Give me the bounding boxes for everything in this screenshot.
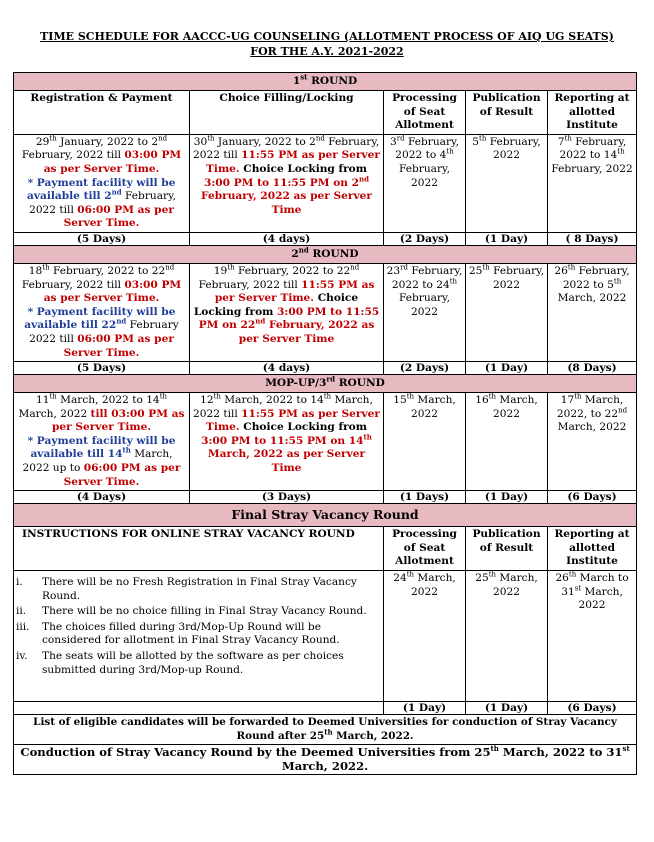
round-2-registration: 18th February, 2022 to 22nd February, 2022 till 03:00 PM as per Server Time. * Payment facility will be available till 22nd February 2022 till 06:00 PM as per Server Time. bbox=[14, 263, 190, 361]
round-2-row bbox=[14, 263, 637, 361]
duration-cell: (3 Days) bbox=[190, 491, 384, 504]
duration-cell: (2 Days) bbox=[384, 362, 466, 375]
instruction-item: iii. The choices filled during 3rd/Mop-Up Round will be considered for allotment in Final Stray Vacancy Round. bbox=[16, 620, 340, 647]
stray-col-processing-header: Processing of Seat Allotment bbox=[384, 527, 466, 571]
stray-publication: 25th March, 2022 bbox=[466, 571, 548, 702]
round-1-processing: 3rd February, 2022 to 4th February, 2022 bbox=[384, 134, 466, 232]
duration-cell: (6 Days) bbox=[548, 491, 637, 504]
round-2-publication: 25th February, 2022 bbox=[466, 263, 548, 361]
duration-cell: (1 Day) bbox=[384, 702, 466, 715]
duration-cell: (1 Day) bbox=[466, 362, 548, 375]
duration-cell: (1 Day) bbox=[466, 232, 548, 245]
round-2-processing: 23rd February, 2022 to 24th February, 2022 bbox=[384, 263, 466, 361]
footer-note-deemed-universities: Conduction of Stray Vacancy Round by the Deemed Universities from 25th March, 2022 to 31st March, 2022. bbox=[14, 745, 637, 775]
duration-cell: (5 Days) bbox=[14, 362, 190, 375]
round-2-reporting: 26th February, 2022 to 5th March, 2022 bbox=[548, 263, 637, 361]
document-title bbox=[0, 0, 654, 59]
stray-processing: 24th March, 2022 bbox=[384, 571, 466, 702]
title-line-2: FOR THE A.Y. 2021-2022 bbox=[250, 45, 404, 58]
round-2-durations bbox=[14, 362, 637, 375]
stray-reporting: 26th March to 31st March, 2022 bbox=[548, 571, 637, 702]
round-1-registration: 29th January, 2022 to 2nd February, 2022 till 03:00 PM as per Server Time. * Payment facility will be available till 2nd February, 2022 till 06:00 PM as per Server Time. bbox=[14, 134, 190, 232]
stray-round-heading: Final Stray Vacancy Round bbox=[14, 504, 637, 527]
column-header-row bbox=[14, 91, 637, 135]
duration-cell: (2 Days) bbox=[384, 232, 466, 245]
col-publication-header: Publication of Result bbox=[466, 91, 548, 135]
round-3-registration: 11th March, 2022 to 14th March, 2022 till 03:00 PM as per Server Time. * Payment facility will be available till 14th March, 2022 up to 06:00 PM as per Server Time. bbox=[14, 393, 190, 491]
round-1-choice: 30th January, 2022 to 2nd February, 2022 till 11:55 PM as per Server Time. Choice Locking from 3:00 PM to 11:55 PM on 2nd February, 2022 as per Server Time bbox=[190, 134, 384, 232]
round-2-choice: 19th February, 2022 to 22nd February, 2022 till 11:55 PM as per Server Time. Choice Locking from 3:00 PM to 11:55 PM on 22nd February, 2022 as per Server Time bbox=[190, 263, 384, 361]
instruction-item: iv. The seats will be allotted by the software as per choices submitted during 3rd/Mop-up Round. bbox=[16, 650, 344, 676]
stray-col-reporting-header: Reporting at allotted Institute bbox=[548, 527, 637, 571]
duration-cell: (4 Days) bbox=[14, 491, 190, 504]
empty-duration-cell bbox=[14, 702, 384, 715]
duration-cell: (1 Day) bbox=[466, 491, 548, 504]
footer-note-forwarding: List of eligible candidates will be forwarded to Deemed Universities for conduction of Stray Vacancy Round after 25th March, 2022. bbox=[14, 715, 637, 745]
instructions-title: INSTRUCTIONS FOR ONLINE STRAY VACANCY ROUND bbox=[14, 527, 384, 571]
col-choice-header: Choice Filling/Locking bbox=[190, 91, 384, 135]
stray-round-row bbox=[14, 571, 637, 702]
duration-cell: (5 Days) bbox=[14, 232, 190, 245]
round-3-row bbox=[14, 393, 637, 491]
round-3-publication: 16th March, 2022 bbox=[466, 393, 548, 491]
duration-cell: (4 days) bbox=[190, 362, 384, 375]
round-2-heading: 2nd ROUND bbox=[14, 245, 637, 263]
col-processing-header: Processing of Seat Allotment bbox=[384, 91, 466, 135]
round-1-row bbox=[14, 134, 637, 232]
duration-cell: ( 8 Days) bbox=[548, 232, 637, 245]
round-3-durations bbox=[14, 491, 637, 504]
duration-cell: (4 days) bbox=[190, 232, 384, 245]
round-3-processing: 15th March, 2022 bbox=[384, 393, 466, 491]
title-line-1: TIME SCHEDULE FOR AACCC-UG COUNSELING (ALLOTMENT PROCESS OF AIQ UG SEATS) bbox=[40, 30, 614, 43]
duration-cell: (1 Day) bbox=[466, 702, 548, 715]
instruction-item: i. There will be no Fresh Registration in Final Stray Vacancy Round. bbox=[16, 576, 357, 602]
duration-cell: (6 Days) bbox=[548, 702, 637, 715]
round-1-publication: 5th February, 2022 bbox=[466, 134, 548, 232]
stray-durations bbox=[14, 702, 637, 715]
schedule-table bbox=[13, 72, 637, 775]
round-1-heading: 1st ROUND bbox=[14, 73, 637, 91]
stray-col-publication-header: Publication of Result bbox=[466, 527, 548, 571]
instructions-list bbox=[14, 571, 384, 702]
duration-cell: (8 Days) bbox=[548, 362, 637, 375]
col-reporting-header: Reporting at allotted Institute bbox=[548, 91, 637, 135]
duration-cell: (1 Days) bbox=[384, 491, 466, 504]
round-3-choice: 12th March, 2022 to 14th March, 2022 till 11:55 PM as per Server Time. Choice Locking from 3:00 PM to 11:55 PM on 14th March, 2022 as per Server Time bbox=[190, 393, 384, 491]
round-3-reporting: 17th March, 2022, to 22nd March, 2022 bbox=[548, 393, 637, 491]
col-registration-header: Registration & Payment bbox=[14, 91, 190, 135]
round-1-durations bbox=[14, 232, 637, 245]
instruction-item: ii. There will be no choice filling in Final Stray Vacancy Round. bbox=[16, 605, 367, 618]
round-1-reporting: 7th February, 2022 to 14th February, 2022 bbox=[548, 134, 637, 232]
round-3-heading: MOP-UP/3rd ROUND bbox=[14, 375, 637, 393]
